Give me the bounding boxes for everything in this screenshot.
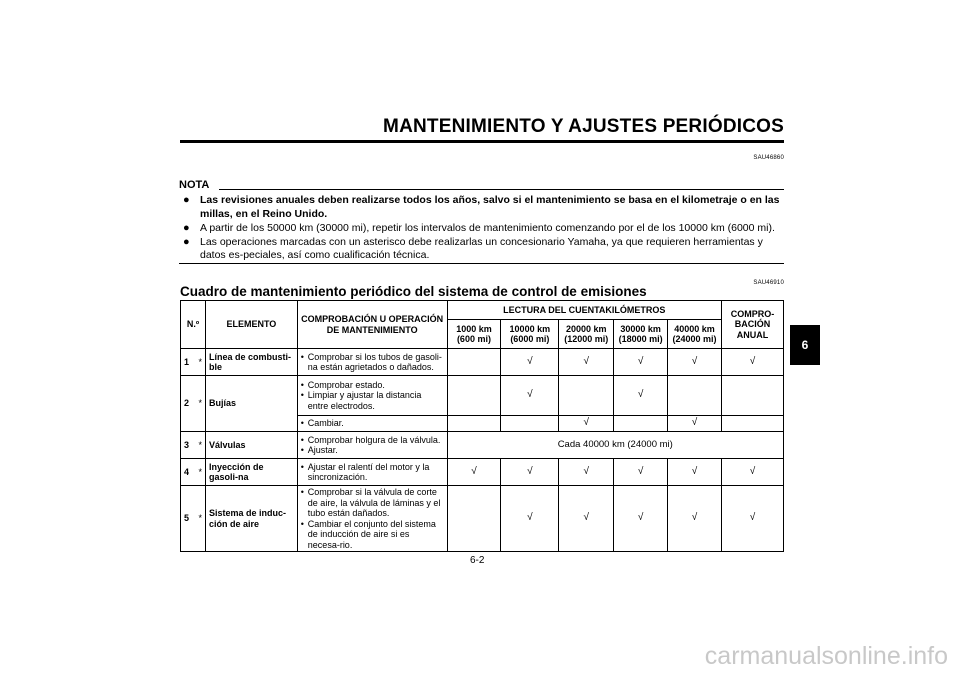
row-number: 2 bbox=[181, 376, 199, 432]
check-mark: √ bbox=[721, 349, 783, 376]
check-mark: √ bbox=[559, 486, 614, 552]
interval-text: Cada 40000 km (24000 mi) bbox=[447, 432, 783, 459]
check-mark: √ bbox=[614, 349, 668, 376]
nota-label: NOTA bbox=[179, 179, 210, 191]
nota-item-text: Las revisiones anuales deben realizarse todos los años, salvo si el mantenimiento se basa en el kilometraje o en las millas, en el Reino Unido. bbox=[200, 194, 780, 220]
title-rule bbox=[180, 140, 784, 143]
section-title: Cuadro de mantenimiento periódico del sistema de control de emisiones bbox=[180, 284, 647, 299]
header-km: 20000 km (12000 mi) bbox=[559, 320, 614, 349]
row-number: 4 bbox=[181, 459, 199, 486]
table-row bbox=[181, 459, 784, 486]
check-mark: √ bbox=[501, 349, 559, 376]
header-num: N.º bbox=[181, 301, 206, 349]
header-operation: COMPROBACIÓN U OPERACIÓN DE MANTENIMIENTO bbox=[297, 301, 447, 349]
page-number: 6-2 bbox=[470, 555, 485, 566]
bullet-icon: ● bbox=[183, 221, 190, 234]
table-row bbox=[181, 376, 784, 416]
nota-list bbox=[183, 194, 784, 263]
row-number: 1 bbox=[181, 349, 199, 376]
check-mark: √ bbox=[501, 376, 559, 416]
header-annual: COMPRO-BACIÓN ANUAL bbox=[721, 301, 783, 349]
row-operations: • Comprobar si la válvula de corte de aire, la válvula de láminas y el tubo están dañados. • Cambiar el conjunto del sistema de inducción de aire si es necesa-rio. bbox=[297, 486, 447, 552]
check-cell bbox=[668, 376, 722, 416]
asterisk-mark: * bbox=[198, 349, 205, 376]
nota-bottom-rule bbox=[179, 263, 784, 264]
bullet-icon: ● bbox=[183, 194, 190, 206]
row-operations: • Comprobar si los tubos de gasoli-na están agrietados o dañados. bbox=[297, 349, 447, 376]
maintenance-table bbox=[180, 300, 784, 552]
asterisk-mark: * bbox=[198, 432, 205, 459]
check-mark: √ bbox=[501, 459, 559, 486]
nota-item bbox=[183, 222, 784, 236]
table-row bbox=[181, 486, 784, 552]
check-mark: √ bbox=[559, 349, 614, 376]
bullet-icon: ● bbox=[183, 235, 190, 248]
nota-item bbox=[183, 194, 784, 221]
chapter-tab: 6 bbox=[790, 325, 820, 365]
check-cell bbox=[559, 376, 614, 416]
page-title: MANTENIMIENTO Y AJUSTES PERIÓDICOS bbox=[383, 116, 784, 137]
header-odometer: LECTURA DEL CUENTAKILÓMETROS bbox=[447, 301, 721, 320]
check-cell bbox=[721, 376, 783, 416]
nota-item-text: Las operaciones marcadas con un asterisco debe realizarlas un concesionario Yamaha, ya que requieren herramientas y datos es-peciales, así como cualificación técnica. bbox=[200, 235, 763, 261]
asterisk-mark: * bbox=[198, 486, 205, 552]
header-km: 40000 km (24000 mi) bbox=[668, 320, 722, 349]
row-element: Bujías bbox=[205, 376, 297, 432]
nota-item bbox=[183, 236, 784, 263]
table-row bbox=[181, 432, 784, 459]
row-element: Sistema de induc-ción de aire bbox=[205, 486, 297, 552]
row-element: Línea de combusti-ble bbox=[205, 349, 297, 376]
row-element: Válvulas bbox=[205, 432, 297, 459]
nota-item-text: A partir de los 50000 km (30000 mi), repetir los intervalos de mantenimiento comenzando por el de los 10000 km (6000 mi). bbox=[200, 221, 775, 234]
check-mark: √ bbox=[614, 376, 668, 416]
check-cell bbox=[447, 376, 501, 416]
row-operations: • Ajustar el ralentí del motor y la sincronización. bbox=[297, 459, 447, 486]
check-cell bbox=[501, 416, 559, 432]
asterisk-mark: * bbox=[198, 459, 205, 486]
check-cell bbox=[447, 349, 501, 376]
check-cell bbox=[447, 416, 501, 432]
check-mark: √ bbox=[668, 416, 722, 432]
header-km: 1000 km (600 mi) bbox=[447, 320, 501, 349]
header-element: ELEMENTO bbox=[205, 301, 297, 349]
row-element: Inyección de gasoli-na bbox=[205, 459, 297, 486]
row-number: 3 bbox=[181, 432, 199, 459]
check-mark: √ bbox=[447, 459, 501, 486]
table-row bbox=[181, 349, 784, 376]
watermark: carmanualsonline.info bbox=[704, 642, 948, 670]
check-cell bbox=[721, 416, 783, 432]
check-mark: √ bbox=[668, 459, 722, 486]
reference-code: SAU46860 bbox=[753, 155, 784, 161]
check-cell bbox=[447, 486, 501, 552]
reference-code: SAU46910 bbox=[753, 280, 784, 286]
check-mark: √ bbox=[614, 459, 668, 486]
check-mark: √ bbox=[668, 486, 722, 552]
nota-rule bbox=[219, 189, 784, 190]
nota-header bbox=[179, 179, 784, 193]
row-number: 5 bbox=[181, 486, 199, 552]
row-operations: • Comprobar estado. • Limpiar y ajustar la distancia entre electrodos. bbox=[297, 376, 447, 416]
check-mark: √ bbox=[501, 486, 559, 552]
check-mark: √ bbox=[721, 486, 783, 552]
asterisk-mark: * bbox=[198, 376, 205, 432]
check-mark: √ bbox=[559, 416, 614, 432]
check-cell bbox=[614, 416, 668, 432]
header-km: 10000 km (6000 mi) bbox=[501, 320, 559, 349]
check-mark: √ bbox=[559, 459, 614, 486]
check-mark: √ bbox=[614, 486, 668, 552]
check-mark: √ bbox=[721, 459, 783, 486]
row-operations: • Comprobar holgura de la válvula. • Ajustar. bbox=[297, 432, 447, 459]
header-km: 30000 km (18000 mi) bbox=[614, 320, 668, 349]
row-operations: • Cambiar. bbox=[297, 416, 447, 432]
check-mark: √ bbox=[668, 349, 722, 376]
